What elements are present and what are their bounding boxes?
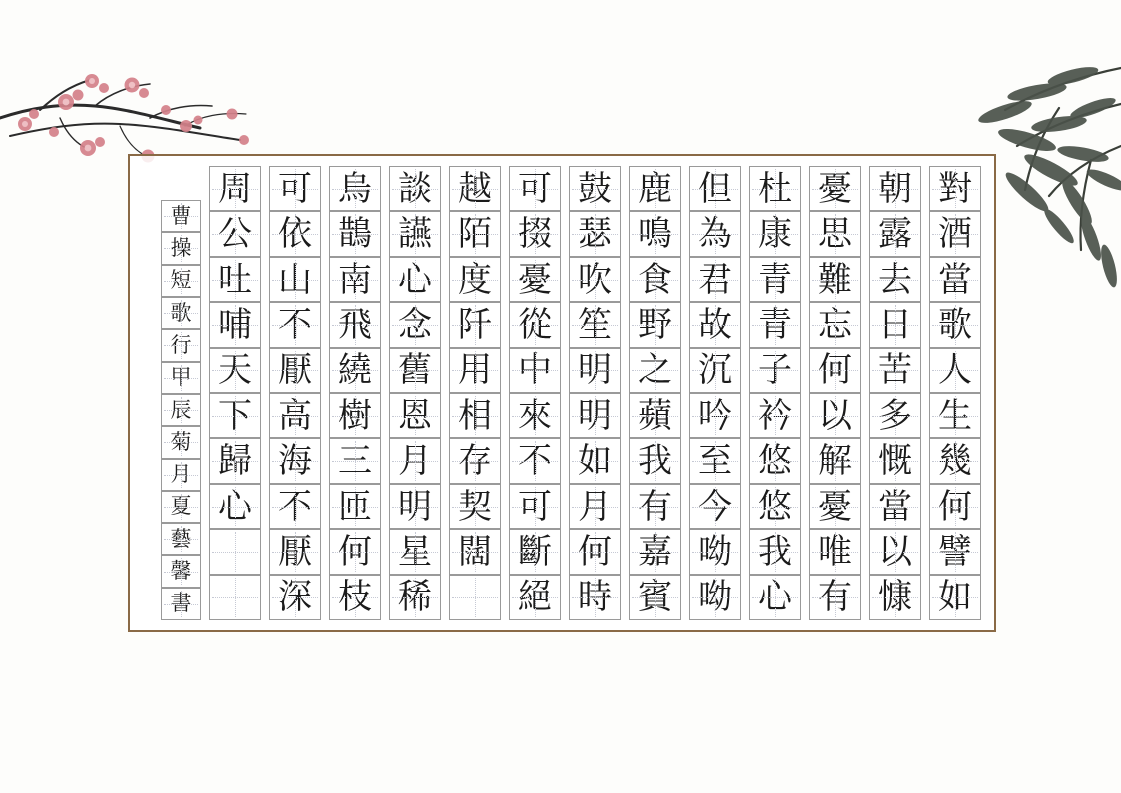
character-cell: 食 [629,257,681,302]
character-cell: 有 [809,575,861,620]
character-cell: 慨 [869,438,921,483]
character-cell: 時 [569,575,621,620]
character-cell: 南 [329,257,381,302]
character-cell: 星 [389,529,441,574]
character-column [809,166,861,620]
character-cell: 公 [209,211,261,256]
character-column [929,166,981,620]
character-cell: 慷 [869,575,921,620]
character-cell: 人 [929,348,981,393]
character-cell: 吐 [209,257,261,302]
character-column [569,166,621,620]
character-cell: 如 [929,575,981,620]
character-column [509,166,561,620]
character-cell: 周 [209,166,261,211]
character-cell: 用 [449,348,501,393]
character-cell: 以 [809,393,861,438]
character-cell: 從 [509,302,561,347]
character-cell: 三 [329,438,381,483]
character-cell: 何 [929,484,981,529]
character-cell: 舊 [389,348,441,393]
character-cell: 海 [269,438,321,483]
character-column [869,166,921,620]
character-cell: 明 [569,348,621,393]
character-cell: 譬 [929,529,981,574]
character-cell: 衿 [749,393,801,438]
character-cell: 何 [809,348,861,393]
character-column [389,166,441,620]
character-cell: 藝 [161,523,201,555]
character-cell: 唯 [809,529,861,574]
character-cell: 不 [509,438,561,483]
plum-blossom-branch-icon [0,48,300,168]
character-cell: 賓 [629,575,681,620]
character-cell: 君 [689,257,741,302]
character-columns [139,166,985,620]
character-cell: 杜 [749,166,801,211]
empty-cell [449,575,501,620]
character-cell: 稀 [389,575,441,620]
character-cell: 悠 [749,484,801,529]
character-cell: 恩 [389,393,441,438]
character-cell: 幾 [929,438,981,483]
character-cell: 辰 [161,394,201,426]
character-cell: 鳴 [629,211,681,256]
character-cell: 繞 [329,348,381,393]
character-cell: 書 [161,588,201,620]
character-cell: 深 [269,575,321,620]
character-cell: 月 [569,484,621,529]
character-cell: 匝 [329,484,381,529]
character-cell: 憂 [509,257,561,302]
character-cell: 越 [449,166,501,211]
character-cell: 明 [389,484,441,529]
character-cell: 之 [629,348,681,393]
character-cell: 呦 [689,575,741,620]
character-cell: 飛 [329,302,381,347]
character-cell: 鼓 [569,166,621,211]
character-cell: 月 [389,438,441,483]
grid-paper [128,154,996,632]
character-cell: 以 [869,529,921,574]
character-cell: 多 [869,393,921,438]
character-cell: 何 [569,529,621,574]
character-cell: 存 [449,438,501,483]
character-cell: 解 [809,438,861,483]
character-cell: 康 [749,211,801,256]
character-column [209,166,261,620]
character-cell: 呦 [689,529,741,574]
character-cell: 青 [749,257,801,302]
character-cell: 絕 [509,575,561,620]
character-cell: 天 [209,348,261,393]
empty-cell [209,575,261,620]
character-cell: 闊 [449,529,501,574]
character-cell: 我 [629,438,681,483]
character-cell: 不 [269,484,321,529]
character-cell: 月 [161,459,201,491]
character-cell: 談 [389,166,441,211]
character-cell: 度 [449,257,501,302]
character-cell: 歸 [209,438,261,483]
character-cell: 當 [869,484,921,529]
character-cell: 歌 [929,302,981,347]
character-cell: 瑟 [569,211,621,256]
character-column [329,166,381,620]
character-cell: 如 [569,438,621,483]
character-cell: 依 [269,211,321,256]
character-cell: 哺 [209,302,261,347]
character-cell: 吟 [689,393,741,438]
character-cell: 但 [689,166,741,211]
character-cell: 厭 [269,529,321,574]
character-cell: 為 [689,211,741,256]
character-cell: 夏 [161,491,201,523]
character-cell: 心 [209,484,261,529]
character-cell: 憂 [809,484,861,529]
character-cell: 中 [509,348,561,393]
character-cell: 鵲 [329,211,381,256]
character-cell: 高 [269,393,321,438]
character-cell: 酒 [929,211,981,256]
empty-cell [209,529,261,574]
character-cell: 悠 [749,438,801,483]
character-cell: 相 [449,393,501,438]
character-cell: 陌 [449,211,501,256]
character-cell: 不 [269,302,321,347]
character-cell: 甲 [161,362,201,394]
character-cell: 青 [749,302,801,347]
character-cell: 可 [509,166,561,211]
character-cell: 笙 [569,302,621,347]
character-cell: 斷 [509,529,561,574]
character-cell: 日 [869,302,921,347]
character-cell: 憂 [809,166,861,211]
character-cell: 鹿 [629,166,681,211]
character-cell: 苦 [869,348,921,393]
character-cell: 野 [629,302,681,347]
character-cell: 生 [929,393,981,438]
character-cell: 烏 [329,166,381,211]
character-cell: 念 [389,302,441,347]
character-cell: 下 [209,393,261,438]
character-column [749,166,801,620]
character-cell: 讌 [389,211,441,256]
character-column [629,166,681,620]
character-cell: 子 [749,348,801,393]
character-cell: 至 [689,438,741,483]
character-cell: 沉 [689,348,741,393]
signature-column [161,166,201,620]
character-cell: 掇 [509,211,561,256]
character-cell: 今 [689,484,741,529]
character-cell: 契 [449,484,501,529]
character-cell: 對 [929,166,981,211]
character-cell: 行 [161,329,201,361]
character-cell: 思 [809,211,861,256]
character-cell: 何 [329,529,381,574]
character-cell: 當 [929,257,981,302]
character-cell: 阡 [449,302,501,347]
character-cell: 操 [161,232,201,264]
character-column [689,166,741,620]
character-cell: 故 [689,302,741,347]
character-cell: 來 [509,393,561,438]
character-cell: 馨 [161,555,201,587]
character-cell: 歌 [161,297,201,329]
character-cell: 山 [269,257,321,302]
character-cell: 我 [749,529,801,574]
character-column [269,166,321,620]
character-cell: 難 [809,257,861,302]
character-cell: 枝 [329,575,381,620]
character-cell: 忘 [809,302,861,347]
character-cell: 朝 [869,166,921,211]
character-cell: 菊 [161,426,201,458]
character-cell: 曹 [161,200,201,232]
character-cell: 短 [161,265,201,297]
character-cell: 露 [869,211,921,256]
character-column [449,166,501,620]
character-cell: 嘉 [629,529,681,574]
character-cell: 有 [629,484,681,529]
character-cell: 可 [509,484,561,529]
character-cell: 吹 [569,257,621,302]
character-cell: 蘋 [629,393,681,438]
character-cell: 明 [569,393,621,438]
character-cell: 厭 [269,348,321,393]
character-cell: 可 [269,166,321,211]
character-cell: 去 [869,257,921,302]
character-cell: 心 [389,257,441,302]
character-cell: 樹 [329,393,381,438]
character-cell: 心 [749,575,801,620]
